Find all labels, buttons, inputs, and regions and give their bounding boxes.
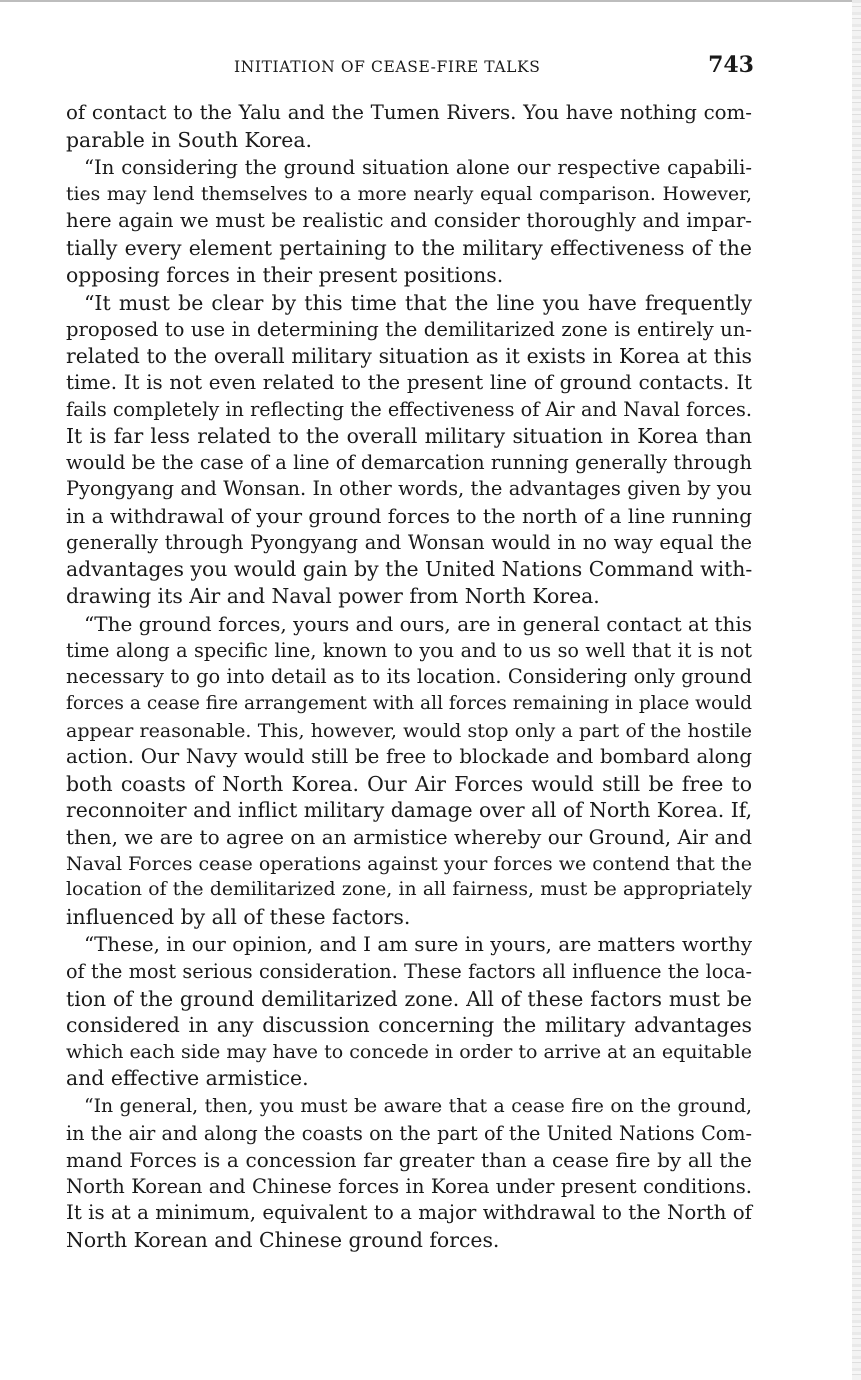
text-line: “In considering the ground situation alone our respective capabili-	[84, 156, 752, 180]
text-line: drawing its Air and Naval power from North Korea.	[66, 583, 600, 608]
text-line: “The ground forces, yours and ours, are in general contact at this	[84, 612, 752, 637]
text-line: considered in any discussion concerning the military advantages	[66, 1013, 752, 1038]
text-line: “It must be clear by this time that the line you have frequently	[84, 291, 752, 316]
text-line: then, we are to agree on an armistice whereby our Ground, Air and	[66, 825, 752, 850]
text-line: of the most serious consideration. These factors all influence the loca-	[66, 960, 752, 983]
paragraph	[66, 290, 752, 609]
text-line: Naval Forces cease operations against your forces we contend that the	[66, 852, 752, 875]
body-text	[66, 100, 752, 1256]
running-title: INITIATION OF CEASE-FIRE TALKS	[234, 58, 541, 76]
text-line: It is at a minimum, equivalent to a major withdrawal to the North of	[66, 1201, 752, 1225]
text-line: appear reasonable. This, however, would stop only a part of the hostile	[66, 719, 752, 742]
text-line: time. It is not even related to the present line of ground contacts. It	[66, 370, 752, 394]
text-line: forces a cease fire arrangement with all forces remaining in place would	[66, 693, 753, 715]
text-line: time along a specific line, known to you and to us so well that it is not	[66, 638, 752, 662]
text-line: ties may lend themselves to a more nearly equal comparison. However,	[66, 183, 752, 205]
text-line: related to the overall military situation as it exists in Korea at this	[66, 344, 752, 369]
text-line: and effective armistice.	[66, 1066, 309, 1091]
text-line: action. Our Navy would still be free to blockade and bombard along	[66, 745, 752, 769]
text-line: tion of the ground demilitarized zone. All of these factors must be	[66, 986, 752, 1011]
text-line: necessary to go into detail as to its location. Considering only ground	[66, 665, 752, 689]
text-line: It is far less related to the overall military situation in Korea than	[66, 424, 752, 449]
page-number: 743	[708, 52, 754, 78]
text-line: fails completely in reflecting the effectiveness of Air and Naval forces.	[66, 397, 752, 421]
top-rule	[0, 0, 861, 2]
text-line: mand Forces is a concession far greater than a cease fire by all the	[66, 1148, 752, 1173]
text-line: here again we must be realistic and consider thoroughly and impar-	[66, 209, 752, 233]
text-line: would be the case of a line of demarcation running generally through	[66, 450, 752, 474]
paragraph	[66, 611, 752, 930]
text-line: opposing forces in their present positions.	[66, 262, 504, 287]
text-line: location of the demilitarized zone, in all fairness, must be appropriately	[66, 879, 752, 901]
text-line: North Korean and Chinese forces in Korea under present conditions.	[66, 1174, 752, 1198]
page-edge-shading	[852, 0, 861, 1380]
text-line: both coasts of North Korea. Our Air Forces would still be free to	[66, 771, 752, 796]
paragraph	[66, 1094, 752, 1254]
paragraph	[66, 100, 752, 153]
text-line: tially every element pertaining to the military effectiveness of the	[66, 235, 752, 260]
text-line: Pyongyang and Wonsan. In other words, the advantages given by you	[66, 477, 752, 501]
running-head	[66, 52, 754, 84]
text-line: “These, in our opinion, and I am sure in yours, are matters worthy	[84, 933, 752, 957]
text-line: generally through Pyongyang and Wonsan would in no way equal the	[66, 530, 752, 554]
paragraph	[66, 932, 752, 1092]
text-line: in a withdrawal of your ground forces to the north of a line running	[66, 503, 752, 528]
text-line: North Korean and Chinese ground forces.	[66, 1227, 500, 1252]
paragraph	[66, 155, 752, 288]
text-line: parable in South Korea.	[66, 127, 312, 152]
text-line: proposed to use in determining the demilitarized zone is entirely un-	[66, 317, 752, 341]
text-line: “In general, then, you must be aware that a cease fire on the ground,	[84, 1095, 752, 1117]
text-line: which each side may have to concede in order to arrive at an equitable	[66, 1040, 752, 1063]
text-line: reconnoiter and inflict military damage over all of North Korea. If,	[66, 798, 753, 823]
text-line: influenced by all of these factors.	[66, 904, 411, 929]
text-line: advantages you would gain by the United Nations Command with-	[66, 557, 753, 582]
text-line: in the air and along the coasts on the part of the United Nations Com-	[66, 1121, 752, 1145]
text-line: of contact to the Yalu and the Tumen Rivers. You have nothing com-	[66, 101, 752, 124]
